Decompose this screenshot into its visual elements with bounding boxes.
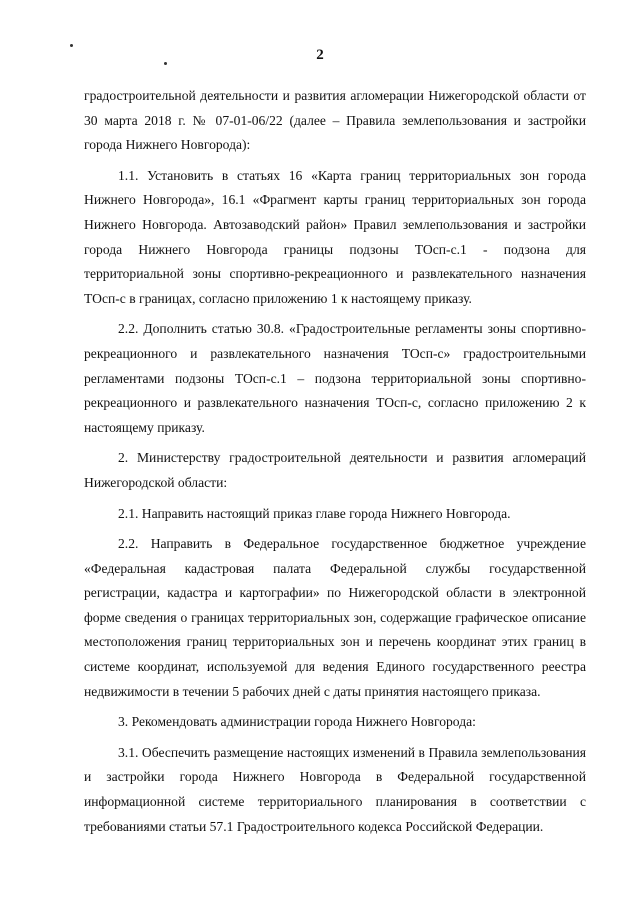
paragraph-2-2-amend: 2.2. Дополнить статью 30.8. «Градостроительные регламенты зоны спортивно-рекреационного и развлекательного назначения ТОсп-с» градостроительными регламентами подзоны ТОсп-с.1 – подзона территориальной зоны спортивно-рекреационного и развлекательного назначения ТОсп-с, согласно приложению 2 к настоящему приказу.: [84, 321, 586, 435]
document-body: [84, 84, 586, 839]
paragraph-continuation: градостроительной деятельности и развития агломерации Нижегородской области от 30 марта 2018 г. № 07-01-06/22 (далее – Правила землепользования и застройки города Нижнего Новгорода):: [84, 88, 586, 153]
paragraph-3-1: 3.1. Обеспечить размещение настоящих изменений в Правила землепользования и застройки города Нижнего Новгорода в Федеральной государственной информационной системе территориального планирования в соответствии с требованиями статьи 57.1 Градостроительного кодекса Российской Федерации.: [84, 744, 586, 834]
paragraph-3: 3. Рекомендовать администрации города Нижнего Новгорода:: [118, 714, 476, 730]
paragraph-1-1: 1.1. Установить в статьях 16 «Карта границ территориальных зон города Нижнего Новгорода», 16.1 «Фрагмент карты границ территориальных зон города Нижнего Новгорода. Автозаводский район» Правил землепользования и застройки города Нижнего Новгорода границы подзоны ТОсп-с.1 - подзона для территориальной зоны спортивно-рекреационного и развлекательного назначения ТОсп-с в границах, согласно приложению 1 к настоящему приказу.: [84, 167, 586, 306]
paragraph-2: 2. Министерству градостроительной деятельности и развития агломераций Нижегородской области:: [84, 450, 586, 490]
page-number: 2: [316, 47, 324, 63]
paragraph-2-2: 2.2. Направить в Федеральное государственное бюджетное учреждение «Федеральная кадастровая палата Федеральной службы государственной регистрации, кадастра и картографии» по Нижегородской области в электронной форме сведения о границах территориальных зон, содержащие графическое описание местоположения границ территориальных зон и перечень координат этих границ в системе координат, используемой для ведения Единого государственного реестра недвижимости в течении 5 рабочих дней с даты принятия настоящего приказа.: [84, 536, 586, 699]
paragraph-2-1: 2.1. Направить настоящий приказ главе города Нижнего Новгорода.: [118, 505, 511, 521]
